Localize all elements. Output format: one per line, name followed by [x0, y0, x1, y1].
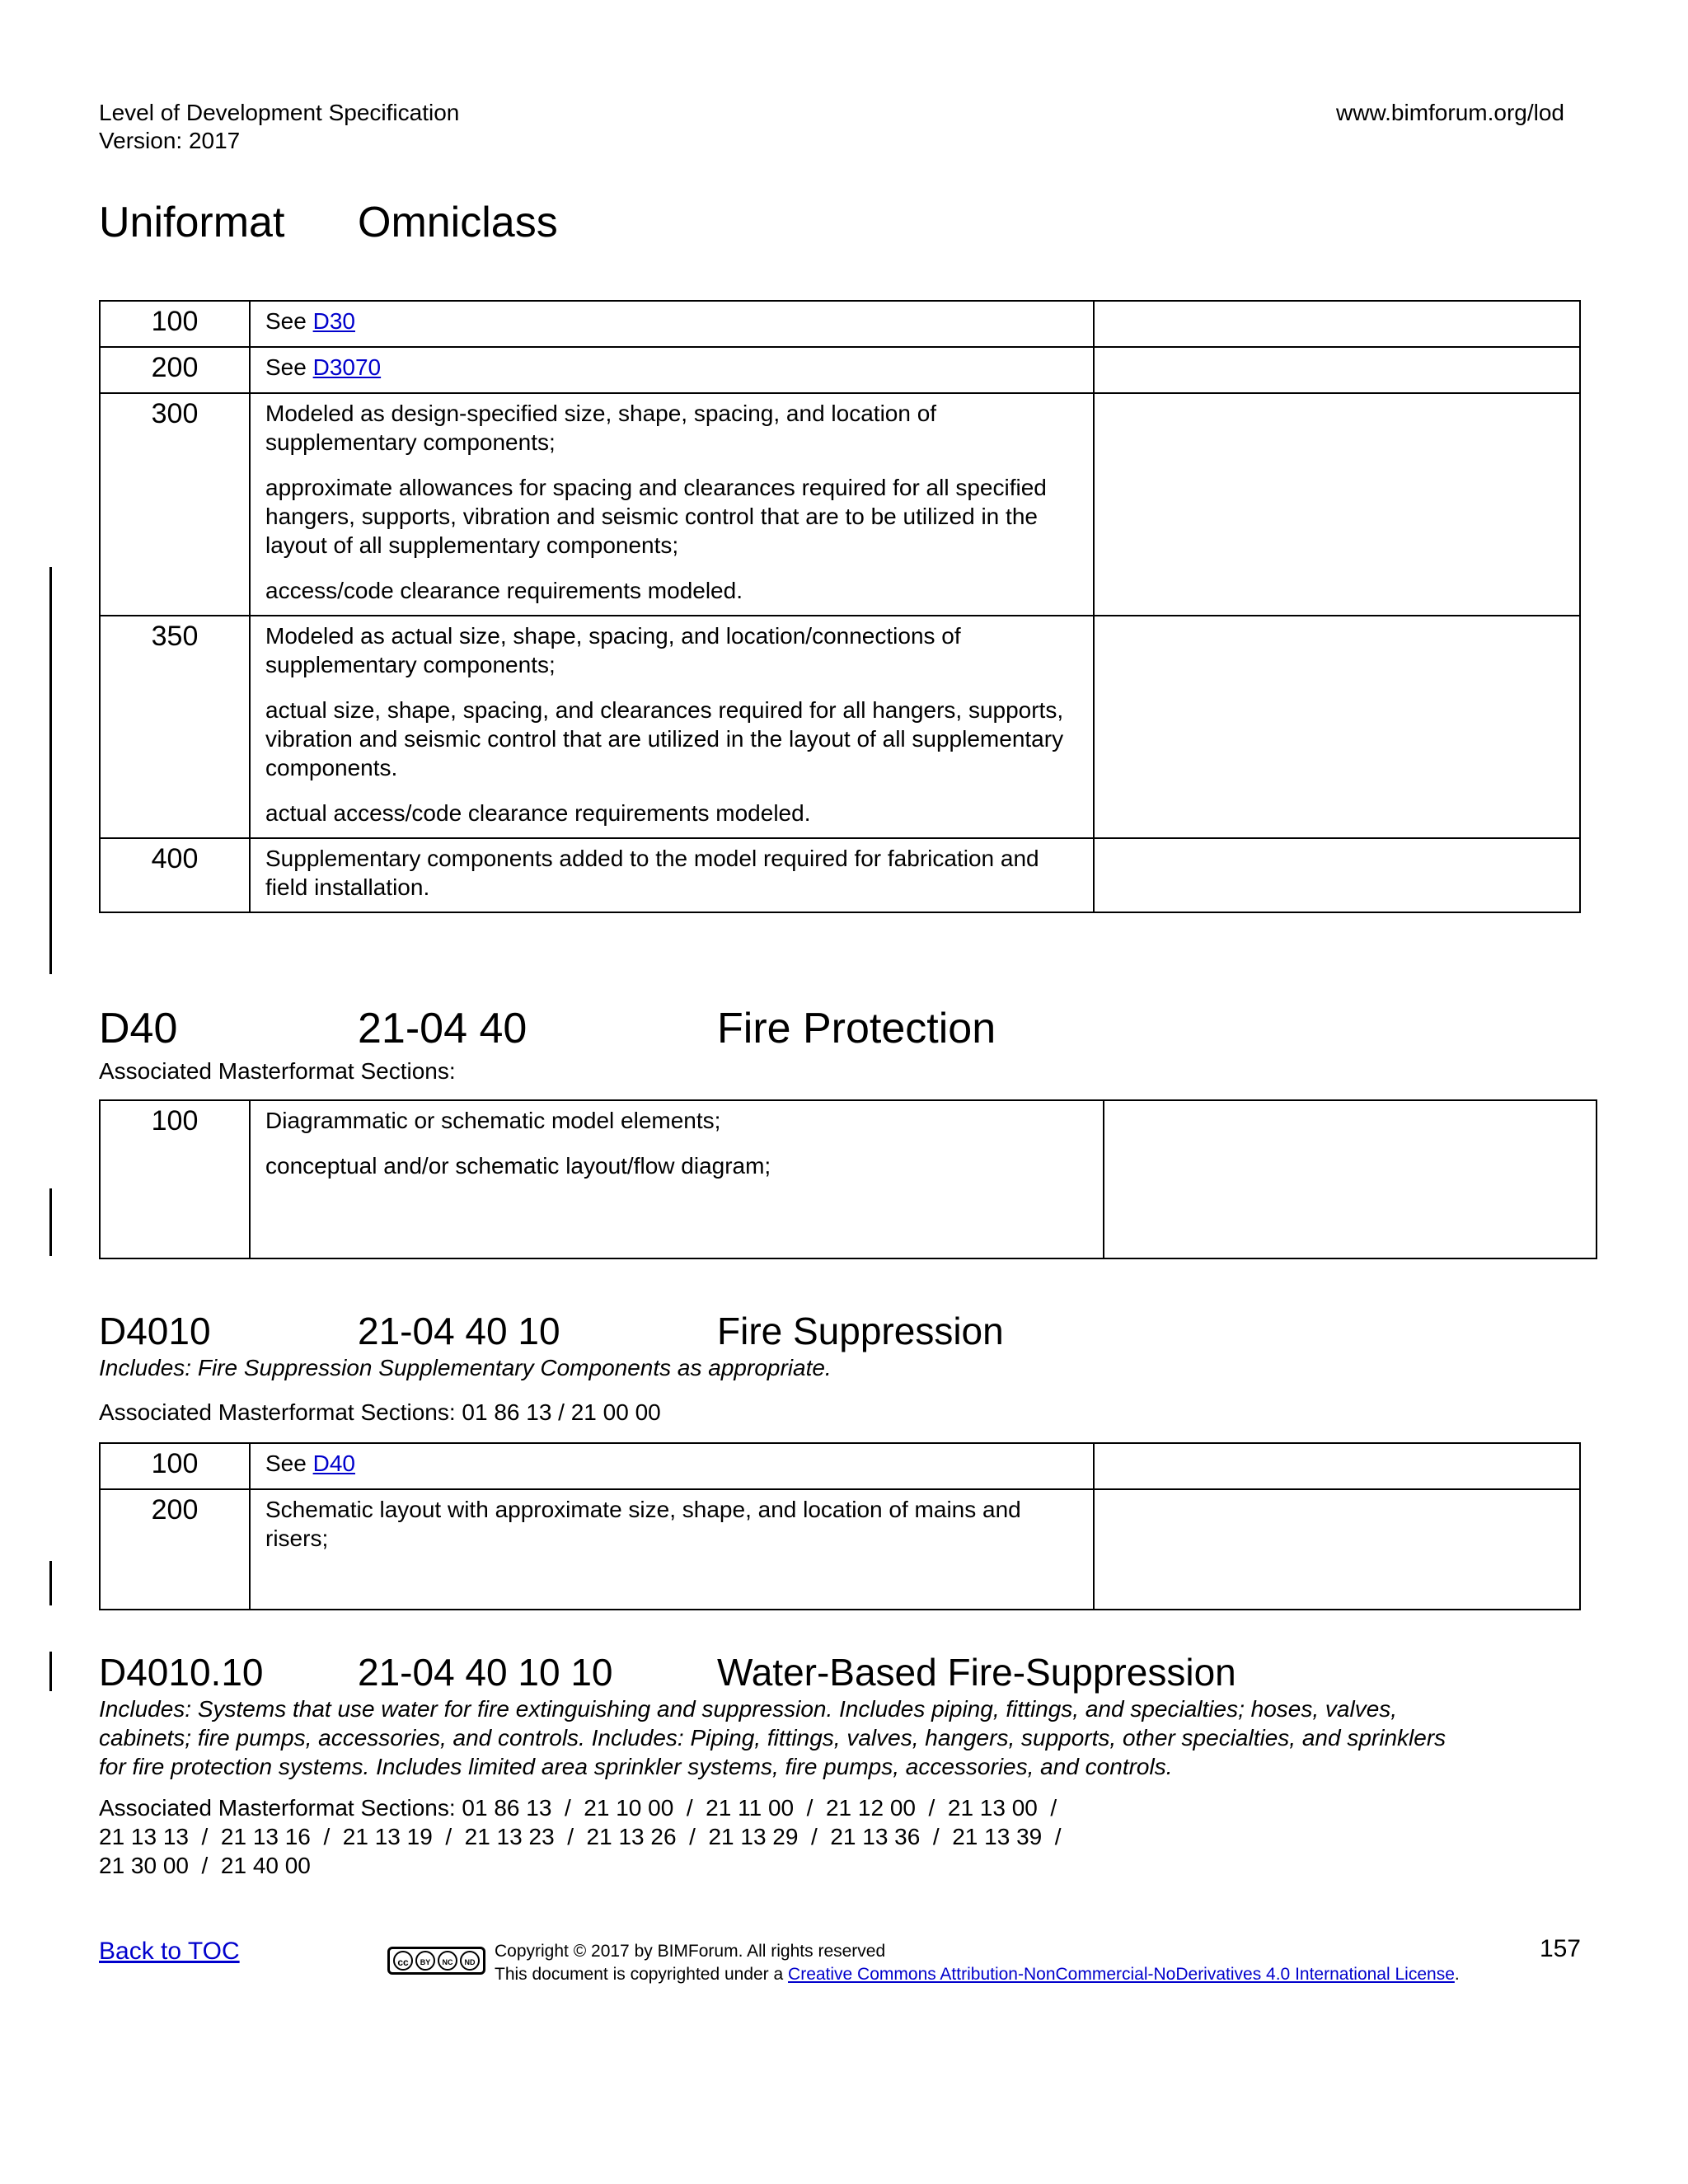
lod-paragraph: access/code clearance requirements modeled. [265, 578, 743, 603]
cc-license-badge [387, 1947, 485, 1975]
uniformat-heading: Uniformat [99, 199, 285, 246]
link-d3070[interactable]: D3070 [312, 354, 382, 380]
table-row [100, 347, 1580, 393]
table-row [100, 1100, 1597, 1258]
includes-text: Includes: Fire Suppression Supplementary Components as appropriate. [99, 1355, 832, 1380]
license-text: This document is copyrighted under a Creative Commons Attribution-NonCommercial-NoDerivatives 4.0 International License. [495, 1965, 1460, 1984]
lod-paragraph: Modeled as design-specified size, shape, spacing, and location of supplementary components; [265, 401, 937, 455]
table-row [100, 1489, 1580, 1610]
table-row [100, 301, 1580, 347]
revision-bar [49, 567, 52, 974]
table-row [100, 838, 1580, 912]
associated-masterformat: Associated Masterformat Sections: [99, 1058, 456, 1084]
omniclass-heading: Omniclass [358, 199, 558, 246]
revision-bar [49, 1188, 52, 1256]
revision-bar [49, 1652, 52, 1691]
lod-level: 350 [100, 616, 250, 838]
section-code-d401010: D4010.10 [99, 1651, 264, 1694]
document-version: Version: 2017 [99, 128, 241, 153]
lod-paragraph: Schematic layout with approximate size, shape, and location of mains and risers; [265, 1497, 1021, 1551]
section-omniclass-d40: 21-04 40 [358, 1005, 528, 1052]
lod-table-top [99, 300, 1581, 913]
lod-table-d4010 [99, 1442, 1581, 1610]
document-title: Level of Development Specification [99, 100, 460, 125]
lod-description: See D3070 [250, 347, 1094, 393]
lod-description [250, 1489, 1094, 1610]
lod-paragraph: Diagrammatic or schematic model elements; [265, 1108, 721, 1133]
revision-bar [49, 1561, 52, 1605]
link-d40[interactable]: D40 [312, 1451, 355, 1476]
section-code-d4010: D4010 [99, 1310, 211, 1352]
lod-notes [1104, 1100, 1597, 1258]
lod-level: 400 [100, 838, 250, 912]
lod-paragraph: approximate allowances for spacing and clearances required for all specified hangers, supports, vibration and seismic control that are to be utilized in the layout of all supplementary components; [265, 475, 1047, 558]
page-number: 157 [1539, 1935, 1581, 1962]
section-omniclass-d401010: 21-04 40 10 10 [358, 1651, 613, 1694]
lod-description [250, 616, 1094, 838]
lod-paragraph: conceptual and/or schematic layout/flow diagram; [265, 1153, 771, 1179]
license-link[interactable]: Creative Commons Attribution-NonCommercial-NoDerivatives 4.0 International License [788, 1965, 1455, 1984]
lod-notes [1094, 1489, 1580, 1610]
associated-masterformat: Associated Masterformat Sections: 01 86 13 / 21 00 00 [99, 1399, 661, 1425]
table-row [100, 393, 1580, 616]
lod-paragraph: actual access/code clearance requirements modeled. [265, 800, 811, 826]
nc-icon: NC [438, 1951, 457, 1971]
lod-level: 100 [100, 1443, 250, 1489]
includes-text: Includes: Systems that use water for fire extinguishing and suppression. Includes piping, fittings, and specialties; hoses, valves, cabinets; fire pumps, accessories, and controls. Includes: Piping, fittings, valves, hangers, supports, other specialties, and sprinklers for fire protection systems. Includes limited area sprinkler systems, fire pumps, accessories, and controls. [99, 1696, 1447, 1779]
cc-icon: cc [393, 1951, 413, 1971]
lod-description: See D40 [250, 1443, 1094, 1489]
lod-notes [1094, 393, 1580, 616]
lod-level: 200 [100, 1489, 250, 1610]
lod-description [250, 838, 1094, 912]
lod-level: 300 [100, 393, 250, 616]
lod-notes [1094, 1443, 1580, 1489]
lod-level: 200 [100, 347, 250, 393]
section-title-d40: Fire Protection [717, 1005, 996, 1052]
lod-description [250, 393, 1094, 616]
section-code-d40: D40 [99, 1005, 178, 1052]
back-to-toc-link[interactable]: Back to TOC [99, 1938, 240, 1965]
table-row [100, 616, 1580, 838]
lod-description [250, 1100, 1104, 1258]
lod-table-d40 [99, 1099, 1597, 1259]
lod-description: See D30 [250, 301, 1094, 347]
lod-notes [1094, 301, 1580, 347]
nd-icon: ND [460, 1951, 480, 1971]
lod-notes [1094, 616, 1580, 838]
lod-notes [1094, 838, 1580, 912]
section-title-d401010: Water-Based Fire-Suppression [717, 1651, 1236, 1694]
link-d30[interactable]: D30 [312, 308, 355, 334]
lod-paragraph: actual size, shape, spacing, and clearances required for all hangers, supports, vibration and seismic control that are utilized in the layout of all supplementary components. [265, 697, 1064, 780]
lod-paragraph: Modeled as actual size, shape, spacing, and location/connections of supplementary components; [265, 623, 961, 677]
lod-notes [1094, 347, 1580, 393]
lod-level: 100 [100, 301, 250, 347]
section-title-d4010: Fire Suppression [717, 1310, 1004, 1352]
section-omniclass-d4010: 21-04 40 10 [358, 1310, 560, 1352]
by-icon: BY [415, 1951, 435, 1971]
associated-masterformat: Associated Masterformat Sections: 01 86 13 / 21 10 00 / 21 11 00 / 21 12 00 / 21 13 00 / 21 13 13 / 21 13 16 / 21 13 19 / 21 13 23 / 21 13 26 / 21 13 29 / 21 13 36 / 21 13 39 / 21 30 00 / 21 40 00 [99, 1795, 1062, 1878]
table-row [100, 1443, 1580, 1489]
lod-level: 100 [100, 1100, 250, 1258]
copyright-text: Copyright © 2017 by BIMForum. All rights reserved [495, 1942, 886, 1961]
lod-paragraph: Supplementary components added to the model required for fabrication and field installation. [265, 846, 1039, 900]
header-url: www.bimforum.org/lod [1336, 100, 1564, 125]
